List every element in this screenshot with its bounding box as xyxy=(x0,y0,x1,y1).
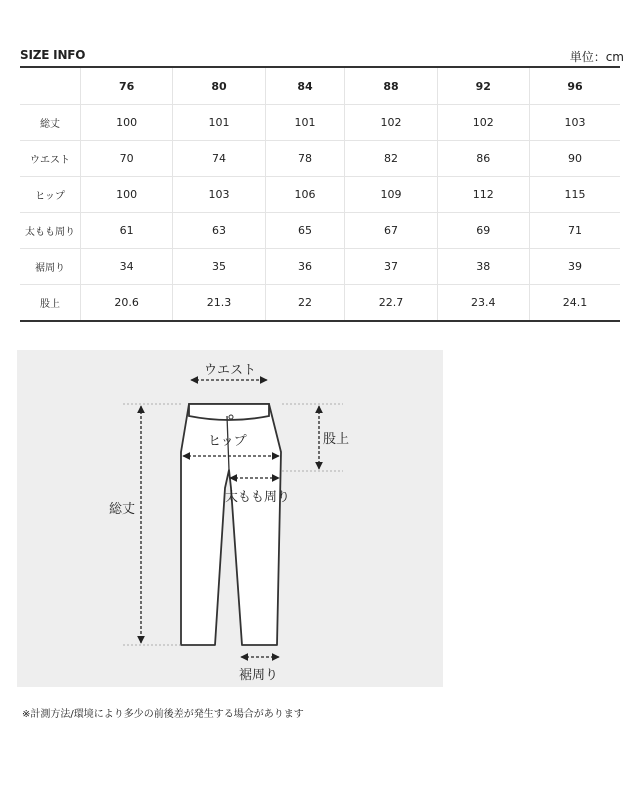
table-cell: 34 xyxy=(81,249,173,285)
column-header: 84 xyxy=(265,67,345,105)
table-cell: 90 xyxy=(529,141,620,177)
table-row xyxy=(20,177,620,213)
waist-label: ウエスト xyxy=(204,363,257,378)
hem-label: 裾周り xyxy=(239,668,279,683)
table-cell: 37 xyxy=(345,249,437,285)
table-cell: 61 xyxy=(81,213,173,249)
table-row xyxy=(20,285,620,322)
table-cell: 106 xyxy=(265,177,345,213)
table-row xyxy=(20,141,620,177)
table-cell: 82 xyxy=(345,141,437,177)
column-header: 92 xyxy=(437,67,529,105)
table-cell: 24.1 xyxy=(562,296,588,309)
table-cell: 70 xyxy=(81,141,173,177)
table-cell: 74 xyxy=(173,141,265,177)
table-row xyxy=(20,213,620,249)
table-cell: 22 xyxy=(265,285,345,322)
table-cell: 65 xyxy=(265,213,345,249)
row-label: 太もも周り xyxy=(20,213,81,249)
pants-illustration xyxy=(17,350,443,687)
hip-label: ヒップ xyxy=(208,434,247,449)
table-cell: 38 xyxy=(437,249,529,285)
column-header: 88 xyxy=(345,67,437,105)
table-cell: 63 xyxy=(173,213,265,249)
row-label: 股上 xyxy=(20,285,81,322)
table-cell: 21.3 xyxy=(173,285,265,322)
table-cell: 20.6 xyxy=(81,285,173,322)
measurement-diagram xyxy=(17,350,443,687)
table-cell: 100 xyxy=(81,177,173,213)
column-header: 80 xyxy=(173,67,265,105)
table-cell: 102 xyxy=(345,105,437,141)
row-label: 総丈 xyxy=(20,105,81,141)
table-cell: 112 xyxy=(437,177,529,213)
table-row xyxy=(20,249,620,285)
table-cell: 101 xyxy=(265,105,345,141)
table-cell: 36 xyxy=(265,249,345,285)
table-cell: 109 xyxy=(345,177,437,213)
measurement-note: ※計測方法/環境により多少の前後差が発生する場合があります xyxy=(22,709,304,720)
row-label: ヒップ xyxy=(20,177,81,213)
table-cell: 100 xyxy=(81,105,173,141)
table-cell: 22.7 xyxy=(345,285,437,322)
table-cell: 39 xyxy=(529,249,620,285)
row-label: ウエスト xyxy=(20,141,81,177)
size-info-title: SIZE INFO xyxy=(20,48,86,62)
table-cell: 86 xyxy=(437,141,529,177)
rise-label: 股上 xyxy=(323,432,350,447)
table-cell: 67 xyxy=(345,213,437,249)
table-cell: 23.4 xyxy=(437,285,529,322)
table-cell: 71 xyxy=(529,213,620,249)
table-cell: 35 xyxy=(173,249,265,285)
unit-label: 単位：cm xyxy=(569,50,624,64)
thigh-label: 太もも周り xyxy=(225,490,291,505)
row-label: 裾周り xyxy=(20,249,81,285)
table-cell: 103 xyxy=(529,105,620,141)
table-cell: 101 xyxy=(173,105,265,141)
header-corner xyxy=(20,67,81,105)
table-cell: 103 xyxy=(173,177,265,213)
table-cell: 102 xyxy=(437,105,529,141)
table-header-row xyxy=(20,67,620,105)
length-label: 総丈 xyxy=(109,502,136,517)
column-header: 96 xyxy=(529,67,620,105)
table-cell: 69 xyxy=(437,213,529,249)
table-cell: 78 xyxy=(265,141,345,177)
table-cell: 115 xyxy=(529,177,620,213)
size-table xyxy=(20,66,620,322)
table-row xyxy=(20,105,620,141)
column-header: 76 xyxy=(81,67,173,105)
